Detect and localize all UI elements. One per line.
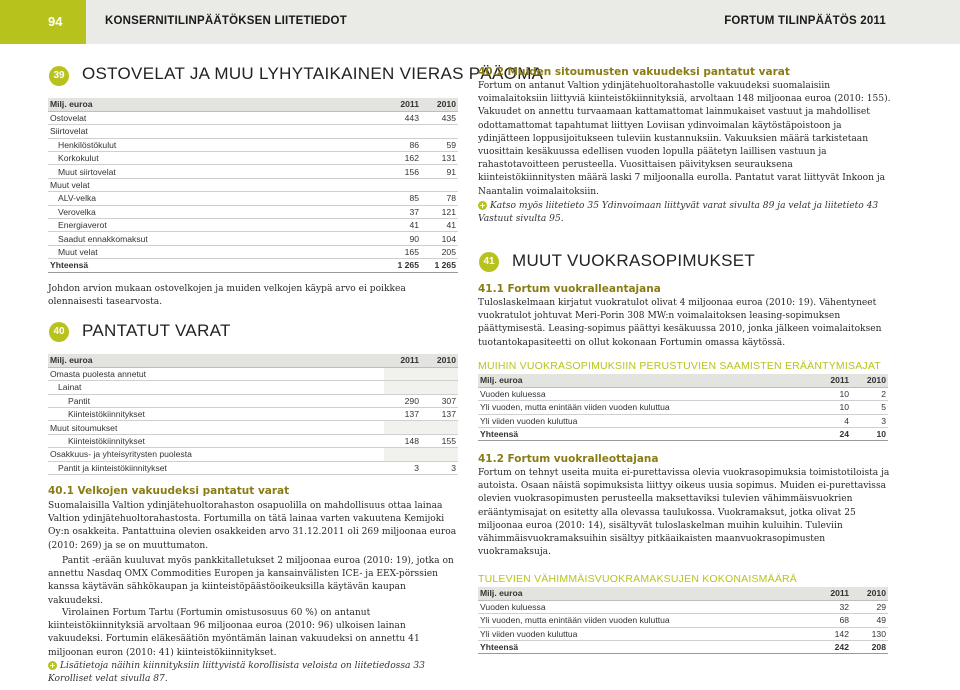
table-header-row xyxy=(48,354,458,367)
value-2010: 208 xyxy=(851,641,888,654)
table-row xyxy=(48,125,458,138)
row-label: Yhteensä xyxy=(478,428,814,441)
table-row xyxy=(48,232,458,245)
table-row xyxy=(48,192,458,205)
reference-text: Lisätietoja näihin kiinnityksiin liittyvistä korollisista veloista on liitetiedossa 33 Korolliset velat sivulla 87. xyxy=(48,661,425,685)
value-2010: 59 xyxy=(421,138,458,151)
row-label: Muut sitoumukset xyxy=(48,421,384,434)
note-41-1-heading: 41.1 Fortum vuokralleantajana xyxy=(478,283,661,295)
note-39-badge: 39 xyxy=(49,66,69,86)
reference-text: Katso myös liitetieto 35 Ydinvoimaan liittyvät varat sivulta 89 ja velat ja liitetieto 43 Vastuut sivulta 95. xyxy=(478,201,879,225)
plus-circle-icon: + xyxy=(49,661,56,670)
note-39-table xyxy=(48,98,458,273)
value-2011: 86 xyxy=(384,138,421,151)
note-41-table-2 xyxy=(478,587,888,654)
value-2010: 10 xyxy=(851,428,888,441)
note-41-badge: 41 xyxy=(479,252,499,272)
table-row xyxy=(48,394,458,407)
header-right-title: FORTUM TILINPÄÄTÖS 2011 xyxy=(724,15,886,27)
row-label: Yli vuoden, mutta enintään viiden vuoden kuluttua xyxy=(478,614,814,627)
header-cell: Milj. euroa xyxy=(48,98,384,111)
value-2010: 1 265 xyxy=(421,259,458,272)
table-total-row xyxy=(478,641,888,654)
note-40-1-paragraph-3: Virolainen Fortum Tartu (Fortumin omistusosuus 60 %) on antanut kiinteistökiinnityksiä arvoltaan 96 miljoonaa euroa (2010: 96) ulkoisen lainan vakuudeksi. Fortumin eläkesäätiön myöntämän lainan vakuudeksi on annettu 41 miljoonan euron (2010: 41) kiinteistökiinnitykset. xyxy=(48,608,420,658)
table-row xyxy=(48,205,458,218)
table-row xyxy=(48,381,458,394)
value-2010: 205 xyxy=(421,245,458,258)
row-label: Verovelka xyxy=(48,205,384,218)
header-cell: 2010 xyxy=(421,354,458,367)
value-2011: 443 xyxy=(384,111,421,124)
row-label: Vuoden kuluessa xyxy=(478,600,814,613)
row-label: Lainat xyxy=(48,381,384,394)
row-label: Siirtovelat xyxy=(48,125,384,138)
note-40-badge: 40 xyxy=(49,322,69,342)
note-40-1-paragraph-1: Suomalaisilla Valtion ydinjätehuoltorahaston osapuolilla on mahdollisuus ottaa lainaa Valtion ydinjätehuoltorahastosta. Fortumilla on tätä lainaa varten vakuutena Kemijoki Oy:n osakkeita. Pantattuina olevien osakkeiden arvo 31.12.2011 oli 269 miljoonaa euroa (2010: 269) ja se on muuttumaton. xyxy=(48,501,457,551)
row-label: Yli viiden vuoden kuluttua xyxy=(478,627,814,640)
table-row xyxy=(48,408,458,421)
value-2010: 121 xyxy=(421,205,458,218)
table-row xyxy=(48,111,458,124)
value-2010: 29 xyxy=(851,600,888,613)
value-2011: 3 xyxy=(384,461,421,474)
header-cell: 2011 xyxy=(384,354,421,367)
value-2011: 68 xyxy=(814,614,851,627)
note-39-title: OSTOVELAT JA MUU LYHYTAIKAINEN VIERAS PÄÄOMA xyxy=(82,64,544,83)
value-2010 xyxy=(421,367,458,380)
value-2011: 162 xyxy=(384,152,421,165)
note-40-2-heading: 40.2 Muiden sitoumusten vakuudeksi pantatut varat xyxy=(478,66,790,78)
note-40-title: PANTATUT VARAT xyxy=(82,321,231,340)
value-2010: 130 xyxy=(851,627,888,640)
note-41-table-1-caption: MUIHIN VUOKRASOPIMUKSIIN PERUSTUVIEN SAAMISTEN ERÄÄNTYMISAJAT xyxy=(478,360,881,372)
row-label: Yli viiden vuoden kuluttua xyxy=(478,414,814,427)
header-cell: 2011 xyxy=(814,587,851,600)
value-2011: 156 xyxy=(384,165,421,178)
note-41-title: MUUT VUOKRASOPIMUKSET xyxy=(512,251,756,270)
value-2011: 242 xyxy=(814,641,851,654)
note-41-1-paragraph: Tuloslaskelmaan kirjatut vuokratulot olivat 4 miljoonaa euroa (2010: 19). Vähentyneet vuokratulot johtuvat Meri-Porin 308 MW:n voimalaitoksen leasing-sopimuksen päättymisestä. Leasing-sopimus päättyi kesäkuussa 2010, jonka jälkeen voimalaitoksen tuotantokapasiteetti on ollut kokonaan Fortumin omassa käytössä. xyxy=(478,298,882,348)
table-header-row xyxy=(48,98,458,111)
value-2011: 142 xyxy=(814,627,851,640)
value-2011: 290 xyxy=(384,394,421,407)
row-label: Energiaverot xyxy=(48,219,384,232)
note-41-table-2-caption: TULEVIEN VÄHIMMÄISVUOKRAMAKSUJEN KOKONAISMÄÄRÄ xyxy=(478,573,798,585)
value-2010 xyxy=(421,448,458,461)
table-total-row xyxy=(48,259,458,272)
table-row xyxy=(478,414,888,427)
value-2011: 10 xyxy=(814,401,851,414)
value-2010: 5 xyxy=(851,401,888,414)
value-2011: 37 xyxy=(384,205,421,218)
value-2010: 2 xyxy=(851,387,888,400)
value-2011 xyxy=(384,421,421,434)
row-label: Yhteensä xyxy=(48,259,384,272)
header-cell: 2010 xyxy=(851,374,888,387)
table-row xyxy=(478,627,888,640)
table-row xyxy=(48,165,458,178)
value-2010 xyxy=(421,125,458,138)
table-row xyxy=(48,448,458,461)
value-2011: 10 xyxy=(814,387,851,400)
value-2010: 131 xyxy=(421,152,458,165)
row-label: Kiinteistökiinnitykset xyxy=(48,434,384,447)
table-row xyxy=(48,421,458,434)
table-row xyxy=(478,387,888,400)
note-40-2-paragraph: Fortum on antanut Valtion ydinjätehuoltorahastolle vakuudeksi suomalaisiin voimalaitoksiin liittyviä kiinteistökiinnityksiä, arvoltaan 148 miljoonaa euroa (2010: 155). Vakuudet on annettu turvaamaan kattamattomat lainmukaiset vastuut ja mahdolliset odottamattomat tapahtumat liittyen Loviisan ydinvoimalan käytöstäpoistoon ja ydinjätteen loppusijoitukseen tuleviin kustannuksiin. Vakuuksien määrä tarkistetaan vuosittain kesäkuussa edellisen vuoden lopulla päätetyn laillisen vastuun ja rahastotavoitteen perusteella. Vuosittaisen päivityksen seurauksena kiinteistökiinnitysten määrä laski 7 miljoonalla eurolla. Pantatut varat liittyvät Inkoon ja Naantalin voimalaitoksiin. xyxy=(478,81,891,197)
header-left-title: KONSERNITILINPÄÄTÖKSEN LIITETIEDOT xyxy=(105,15,347,27)
value-2010: 49 xyxy=(851,614,888,627)
value-2010: 307 xyxy=(421,394,458,407)
row-label: Yli vuoden, mutta enintään viiden vuoden kuluttua xyxy=(478,401,814,414)
value-2011: 1 265 xyxy=(384,259,421,272)
row-label: Pantit xyxy=(48,394,384,407)
row-label: Muut siirtovelat xyxy=(48,165,384,178)
table-row xyxy=(478,401,888,414)
header-cell: 2010 xyxy=(421,98,458,111)
note-40-1-paragraph-2: Pantit -erään kuuluvat myös pankkitalletukset 2 miljoonaa euroa (2010: 19), jotka on annettu Nasdaq OMX Commodities Europen ja kansainvälisten ICE- ja EEX-pörssien kanssa käytävän sähkökaupan ja kiinteistöpäästöoikeuksilla käytävän kaupan vakuudeksi. xyxy=(48,556,454,606)
row-label: Osakkuus- ja yhteisyritysten puolesta xyxy=(48,448,384,461)
header-cell: 2011 xyxy=(384,98,421,111)
row-label: Henkilöstökulut xyxy=(48,138,384,151)
note-40-table xyxy=(48,354,458,475)
value-2010: 435 xyxy=(421,111,458,124)
table-row xyxy=(48,138,458,151)
table-row xyxy=(48,245,458,258)
table-row xyxy=(478,600,888,613)
value-2010: 78 xyxy=(421,192,458,205)
value-2011: 24 xyxy=(814,428,851,441)
table-header-row xyxy=(478,374,888,387)
page-number: 94 xyxy=(0,0,86,44)
page-header xyxy=(0,0,960,44)
note-41-2-heading: 41.2 Fortum vuokralleottajana xyxy=(478,453,659,465)
row-label: Ostovelat xyxy=(48,111,384,124)
note-39-text: Johdon arvion mukaan ostovelkojen ja muiden velkojen käypä arvo ei poikkea olennaisesti tasearvosta. xyxy=(48,284,406,308)
table-total-row xyxy=(478,428,888,441)
value-2011: 85 xyxy=(384,192,421,205)
value-2010: 91 xyxy=(421,165,458,178)
note-40-1-heading: 40.1 Velkojen vakuudeksi pantatut varat xyxy=(48,485,290,497)
value-2011: 165 xyxy=(384,245,421,258)
value-2011 xyxy=(384,448,421,461)
row-label: Kiinteistökiinnitykset xyxy=(48,408,384,421)
value-2011: 148 xyxy=(384,434,421,447)
header-cell: Milj. euroa xyxy=(48,354,384,367)
value-2011: 41 xyxy=(384,219,421,232)
note-41-2-paragraph: Fortum on tehnyt useita muita ei-purettavissa olevia vuokrasopimuksia toimistotiloista ja autoista. Osaan näistä sopimuksista liittyy oikeus uusia sopimus. Muiden ei-purettavissa olevien vuokrasopimusten perusteella maksettaviksi tulevien vähimmäisvuokrien erääntymisajat on esitetty alla olevassa taulukossa. Vuokramaksut, jotka olivat 25 miljoonaa euroa (2010: 14), sisältyvät tuloslaskelman muihin kuluihin. Tuleviin vähimmäisvuokramaksuihin sisältyy pitkäaikaisten maanvuokrasopimusten vuokramaksuja. xyxy=(478,468,890,558)
note-41-table-1 xyxy=(478,374,888,441)
table-row xyxy=(478,614,888,627)
table-header-row xyxy=(478,587,888,600)
table-row xyxy=(48,461,458,474)
row-label: Yhteensä xyxy=(478,641,814,654)
header-cell: 2011 xyxy=(814,374,851,387)
header-cell: 2010 xyxy=(851,587,888,600)
note-40-2-reference xyxy=(478,200,892,226)
value-2010: 41 xyxy=(421,219,458,232)
row-label: Omasta puolesta annetut xyxy=(48,367,384,380)
value-2011 xyxy=(384,178,421,191)
table-row xyxy=(48,152,458,165)
row-label: Pantit ja kiinteistökiinnitykset xyxy=(48,461,384,474)
value-2010 xyxy=(421,421,458,434)
row-label: Vuoden kuluessa xyxy=(478,387,814,400)
value-2010 xyxy=(421,381,458,394)
value-2011 xyxy=(384,381,421,394)
table-row xyxy=(48,367,458,380)
value-2011: 137 xyxy=(384,408,421,421)
row-label: Muut velat xyxy=(48,178,384,191)
value-2010: 155 xyxy=(421,434,458,447)
row-label: Saadut ennakkomaksut xyxy=(48,232,384,245)
value-2011: 32 xyxy=(814,600,851,613)
value-2011: 4 xyxy=(814,414,851,427)
value-2010 xyxy=(421,178,458,191)
table-row xyxy=(48,434,458,447)
value-2010: 3 xyxy=(421,461,458,474)
value-2010: 3 xyxy=(851,414,888,427)
row-label: Muut velat xyxy=(48,245,384,258)
table-row xyxy=(48,219,458,232)
plus-circle-icon: + xyxy=(479,201,486,210)
value-2011 xyxy=(384,125,421,138)
value-2011 xyxy=(384,367,421,380)
value-2010: 104 xyxy=(421,232,458,245)
header-cell: Milj. euroa xyxy=(478,587,814,600)
header-cell: Milj. euroa xyxy=(478,374,814,387)
note-40-1-reference xyxy=(48,660,460,686)
table-row xyxy=(48,178,458,191)
row-label: ALV-velka xyxy=(48,192,384,205)
value-2011: 90 xyxy=(384,232,421,245)
value-2010: 137 xyxy=(421,408,458,421)
row-label: Korkokulut xyxy=(48,152,384,165)
